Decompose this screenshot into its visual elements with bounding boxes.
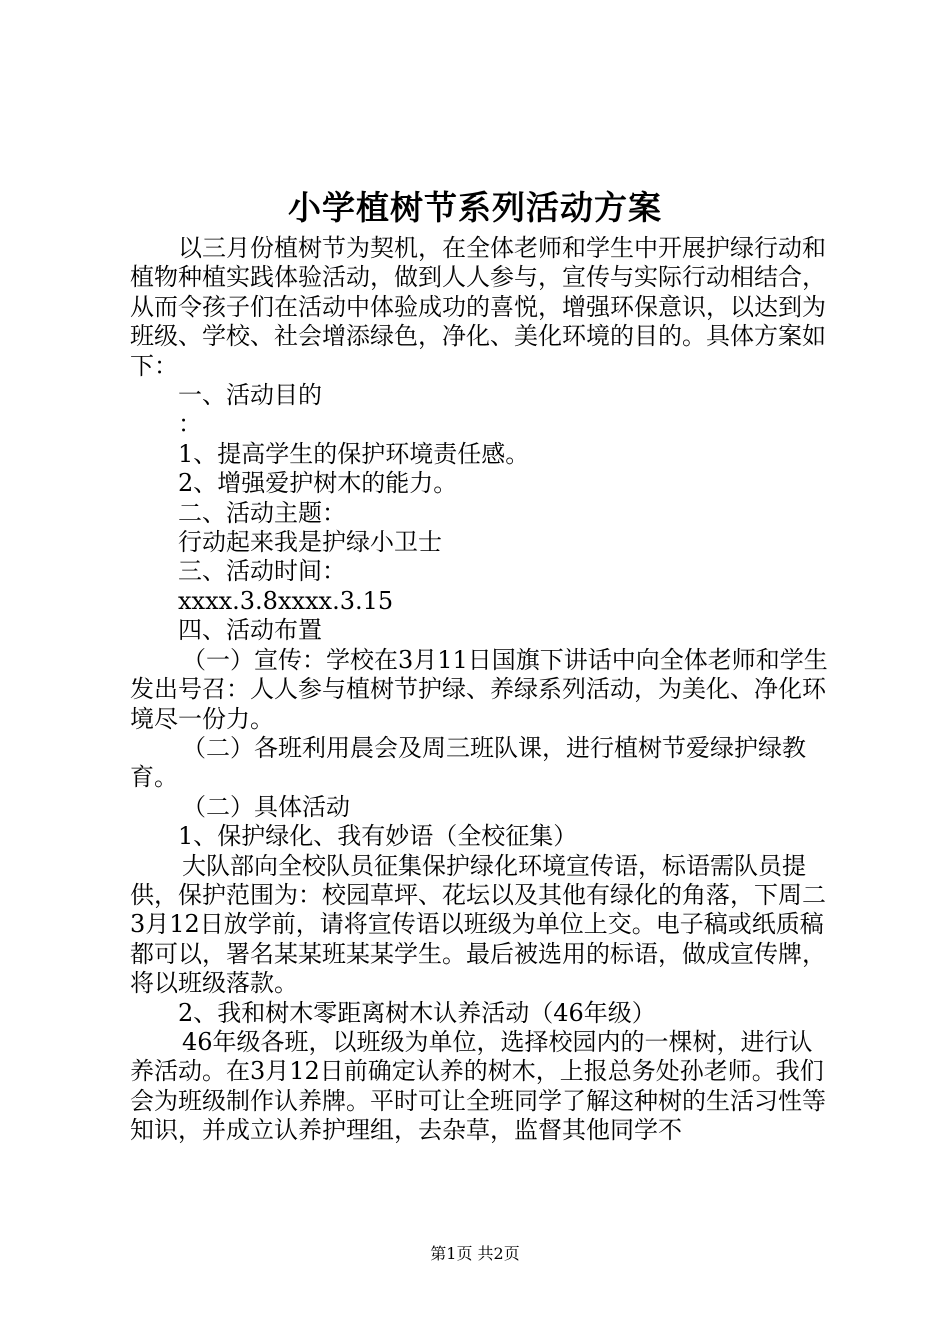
section-heading-arrangement: 四、活动布置: [178, 616, 322, 645]
section-heading-theme: 二、活动主题：: [178, 498, 346, 527]
purpose-item-1: 1、提高学生的保护环境责任感。: [178, 439, 530, 468]
document-body: [130, 234, 830, 1146]
intro-paragraph: 以三月份植树节为契机，在全体老师和学生中开展护绿行动和植物种植实践体验活动，做到人人参与，宣传与实际行动相结合，从而令孩子们在活动中体验成功的喜悦，增强环保意识，以达到为班级、学校、社会增添绿色，净化、美化环境的目的。具体方案如下：: [130, 234, 826, 380]
section-heading-time: 三、活动时间：: [178, 557, 346, 586]
time-text: xxxx.3.8xxxx.3.15: [178, 586, 394, 615]
section-heading-purpose: 一、活动目的: [178, 381, 322, 410]
purpose-item-2: 2、增强爱护树木的能力。: [178, 469, 458, 498]
activity-1-heading: 1、保护绿化、我有妙语（全校征集）: [178, 822, 578, 851]
theme-text: 行动起来我是护绿小卫士: [178, 528, 442, 557]
activity-2-text: 46年级各班，以班级为单位，选择校园内的一棵树，进行认养活动。在3月12日前确定认养的树木，上报总务处孙老师。我们会为班级制作认养牌。平时可让全班同学了解这种树的生活习性等知识，并成立认养护理组，去杂草，监督其他同学不: [130, 1027, 826, 1145]
activity-2-heading: 2、我和树木零距离树木认养活动（46年级）: [178, 998, 656, 1027]
activity-1-text: 大队部向全校队员征集保护绿化环境宣传语，标语需队员提供，保护范围为：校园草坪、花坛以及其他有绿化的角落，下周二3月12日放学前，请将宣传语以班级为单位上交。电子稿或纸质稿都可以，署名某某班某某学生。最后被选用的标语，做成宣传牌，将以班级落款。: [130, 851, 826, 998]
document-title: 小学植树节系列活动方案: [288, 188, 662, 227]
subsection-heading-activities: （二）具体活动: [182, 792, 350, 821]
arrangement-item-2: （二）各班利用晨会及周三班队课，进行植树节爱绿护绿教育。: [130, 733, 806, 792]
page-footer: 第1页 共2页: [430, 1244, 520, 1263]
arrangement-item-1: （一）宣传：学校在3月11日国旗下讲话中向全体老师和学生发出号召：人人参与植树节护绿、养绿系列活动，为美化、净化环境尽一份力。: [130, 645, 828, 733]
colon-line: ：: [178, 410, 202, 439]
